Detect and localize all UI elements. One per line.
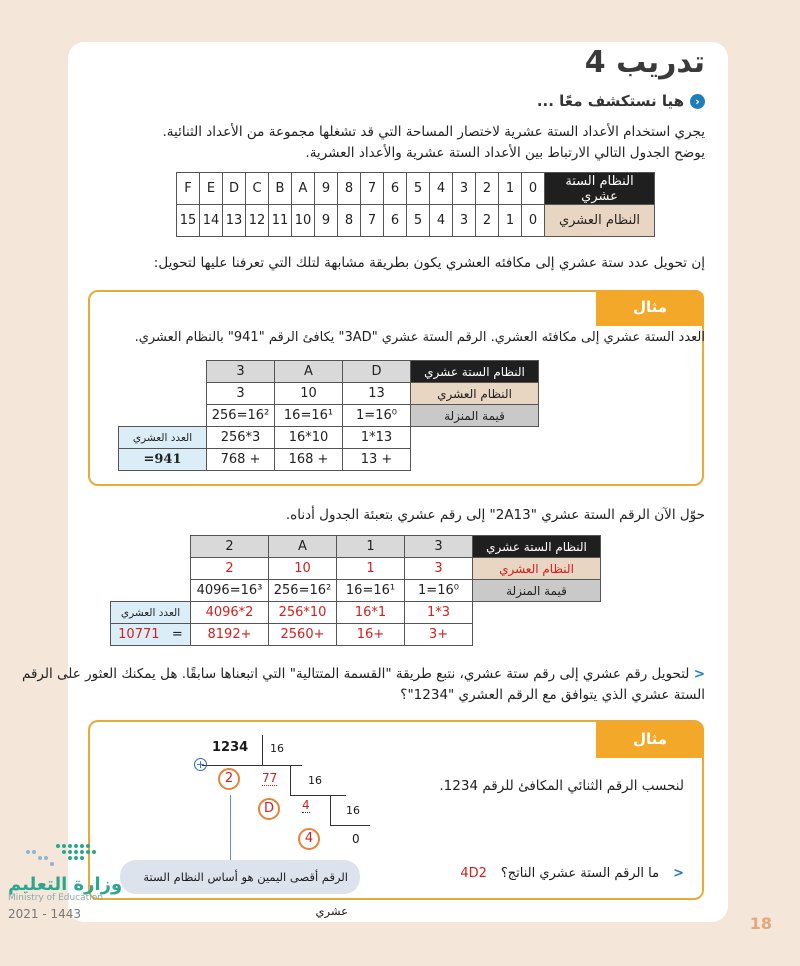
question-1 <box>22 664 705 706</box>
dec-cell: 4 <box>430 205 453 237</box>
dec-cell: 2 <box>191 558 269 580</box>
task-2-table <box>110 535 601 646</box>
dec-row <box>177 205 655 237</box>
intro-line-2: يوضح الجدول التالي الارتباط بين الأعداد الستة عشرية والأعداد العشرية. <box>305 145 705 161</box>
dec-cell: 10 <box>292 205 315 237</box>
hex-cell: 5 <box>407 173 430 205</box>
logo-english: Ministry of Education <box>8 893 103 903</box>
hex-cell: A <box>275 361 343 383</box>
dec-cell: 11 <box>269 205 292 237</box>
dec-cell: 13 <box>343 383 411 405</box>
quotient-3: 0 <box>352 832 360 846</box>
hex-cell: C <box>246 173 269 205</box>
sum-cell: +3 <box>405 624 473 646</box>
dec-cell: 14 <box>200 205 223 237</box>
divider-line <box>262 735 263 765</box>
chevron-icon: ‹ <box>690 94 705 109</box>
product-cell: 3*1 <box>405 602 473 624</box>
product-cell: 13*1 <box>343 427 411 449</box>
result-label: العدد العشري <box>119 427 207 449</box>
question-text: ما الرقم الستة عشري الناتج؟ <box>500 866 660 881</box>
example-1-tag: مثال <box>596 290 704 326</box>
logo-dots-icon <box>8 842 100 868</box>
page-number: 18 <box>749 914 772 933</box>
hex-cell: 6 <box>384 173 407 205</box>
intro-paragraph <box>162 122 705 164</box>
divider-line <box>330 795 331 825</box>
section-subtitle <box>537 92 705 110</box>
remainder-3: 4 <box>298 828 320 850</box>
bullet-arrow-icon: < <box>673 866 684 881</box>
hex-cell: E <box>200 173 223 205</box>
place-cell: 16¹=16 <box>337 580 405 602</box>
divisor-3: 16 <box>346 804 360 817</box>
hex-cell: 8 <box>338 173 361 205</box>
sum-cell: +16 <box>337 624 405 646</box>
dec-cell: 1 <box>499 205 522 237</box>
sum-cell: +8192 <box>191 624 269 646</box>
hex-label: النظام الستة عشري <box>545 173 655 205</box>
row-hex-label: النظام الستة عشري <box>473 536 601 558</box>
example-2-question <box>460 866 684 881</box>
hex-cell: 2 <box>191 536 269 558</box>
dec-cell: 12 <box>246 205 269 237</box>
dec-cell: 0 <box>522 205 545 237</box>
result-label: العدد العشري <box>111 602 191 624</box>
place-cell: 16³=4096 <box>191 580 269 602</box>
dec-cell: 3 <box>405 558 473 580</box>
product-cell: 10*16 <box>275 427 343 449</box>
hex-cell: B <box>269 173 292 205</box>
hex-cell: D <box>223 173 246 205</box>
divider-line <box>202 765 302 766</box>
example-2-tag: مثال <box>596 722 704 758</box>
logo-arabic: وزارة التعليم <box>8 874 123 895</box>
place-cell: 16⁰=1 <box>405 580 473 602</box>
dec-cell: 10 <box>269 558 337 580</box>
quotient-1: 77 <box>262 771 278 785</box>
hex-cell: 4 <box>430 173 453 205</box>
place-cell: 16⁰=1 <box>343 405 411 427</box>
hex-cell: A <box>269 536 337 558</box>
hex-decimal-map-table <box>176 172 655 237</box>
sum-cell: +2560 <box>269 624 337 646</box>
divisor-1: 16 <box>270 742 284 755</box>
product-cell: 10*256 <box>269 602 337 624</box>
hex-cell: F <box>177 173 200 205</box>
product-cell: 3*256 <box>207 427 275 449</box>
hex-cell: 3 <box>453 173 476 205</box>
result-value: 10771 <box>118 627 160 642</box>
dec-cell: 6 <box>384 205 407 237</box>
row-place-label: قيمة المنزلة <box>473 580 601 602</box>
row-hex-label: النظام الستة عشري <box>411 361 539 383</box>
remainder-2: D <box>258 798 280 820</box>
hex-cell: 3 <box>405 536 473 558</box>
intro-line-1: يجري استخدام الأعداد الستة عشرية لاختصار المساحة التي قد تشغلها مجموعة من الأعداد الثنائية. <box>162 124 705 140</box>
dec-cell: 15 <box>177 205 200 237</box>
hex-cell: 0 <box>522 173 545 205</box>
plus-icon: + <box>195 758 206 771</box>
dec-label: النظام العشري <box>545 205 655 237</box>
dec-cell: 9 <box>315 205 338 237</box>
hex-cell: 9 <box>315 173 338 205</box>
sum-cell: + 168 <box>275 449 343 471</box>
hex-cell: 7 <box>361 173 384 205</box>
dec-cell: 1 <box>337 558 405 580</box>
convert-text: إن تحويل عدد ستة عشري إلى مكافئه العشري يكون بطريقة مشابهة لتلك التي تعرفنا عليها لتحويل: <box>153 255 705 271</box>
dividend: 1234 <box>212 740 249 755</box>
dec-cell: 13 <box>223 205 246 237</box>
place-cell: 16²=256 <box>269 580 337 602</box>
hex-cell: 3 <box>207 361 275 383</box>
divider-line <box>330 825 370 826</box>
question-1-line-2: الستة عشري الذي يتوافق مع الرقم العشري "1234"؟ <box>400 687 705 703</box>
row-dec-label: النظام العشري <box>411 383 539 405</box>
example-1-table <box>118 360 539 471</box>
ministry-logo <box>8 842 158 921</box>
divisor-2: 16 <box>308 774 322 787</box>
hex-cell: 1 <box>499 173 522 205</box>
dec-cell: 7 <box>361 205 384 237</box>
dec-cell: 5 <box>407 205 430 237</box>
remainder-1: 2 <box>218 768 240 790</box>
row-place-label: قيمة المنزلة <box>411 405 539 427</box>
example-1-text: العدد الستة عشري إلى مكافئه العشري. الرقم الستة عشري "3AD" يكافئ الرقم "941" بالنظام العشري. <box>134 330 705 345</box>
hex-row <box>177 173 655 205</box>
place-cell: 16¹=16 <box>275 405 343 427</box>
hex-cell: A <box>292 173 315 205</box>
divider-line <box>290 795 346 796</box>
task-2-text: حوّل الآن الرقم الستة عشري "2A13" إلى رقم عشري بتعبئة الجدول أدناه. <box>285 507 705 523</box>
row-dec-label: النظام العشري <box>473 558 601 580</box>
bullet-arrow-icon: < <box>693 666 705 682</box>
read-direction-line <box>230 795 231 865</box>
hex-cell: D <box>343 361 411 383</box>
sum-cell: + 768 <box>207 449 275 471</box>
dec-cell: 3 <box>207 383 275 405</box>
year-label: 2021 - 1443 <box>8 907 82 921</box>
quotient-2: 4 <box>302 798 310 812</box>
dec-cell: 8 <box>338 205 361 237</box>
question-1-line-1 <box>22 664 705 685</box>
dec-cell: 10 <box>275 383 343 405</box>
dec-cell: 3 <box>453 205 476 237</box>
dec-cell: 2 <box>476 205 499 237</box>
subtitle-text: هيا نستكشف معًا ... <box>536 92 684 110</box>
product-cell: 2*4096 <box>191 602 269 624</box>
divider-line <box>290 765 291 795</box>
example-2-text: لنحسب الرقم الثنائي المكافئ للرقم 1234. <box>439 778 684 794</box>
sum-cell: + 13 <box>343 449 411 471</box>
product-cell: 1*16 <box>337 602 405 624</box>
place-cell: 16²=256 <box>207 405 275 427</box>
division-diagram <box>190 735 390 875</box>
answer-text: 4D2 <box>460 866 487 881</box>
result-value: 941= <box>119 449 207 471</box>
result-eq: = <box>171 627 183 642</box>
hex-cell: 2 <box>476 173 499 205</box>
note-bubble: الرقم أقصى اليمين هو أساس النظام الستة عشري <box>120 860 360 894</box>
page-title: تدريب 4 <box>584 45 705 80</box>
hex-cell: 1 <box>337 536 405 558</box>
result-cell <box>111 624 191 646</box>
question-1-line-1-text: لتحويل رقم عشري إلى رقم ستة عشري، نتبع طريقة "القسمة المتتالية" التي اتبعناها سابقًا. هل يمكنك العثور على الرقم <box>21 666 690 682</box>
